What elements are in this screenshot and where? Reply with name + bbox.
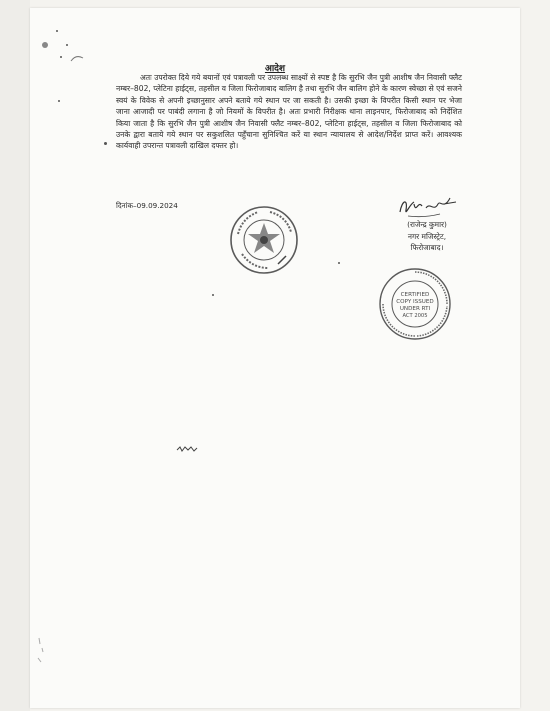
scan-speck (56, 30, 58, 32)
signer-designation: नगर मजिस्ट्रेट, (407, 231, 447, 241)
ink-mark (176, 445, 198, 453)
official-seal (228, 204, 300, 276)
handwritten-signature (394, 190, 464, 222)
order-paragraph: अतः उपरोक्त दिये गये बयानों एवं पत्रावली पर उपलब्ध साक्ष्यों से स्पष्ट है कि सुरभि जैन पुत्री आशीष जैन निवासी फ्लैट नम्बर–802, प्लेटिना हाईट्स, तहसील व जिला फिरोजाबाद बालिग है तथा सुरभि जैन बालिग होने के कारण स्वेच्छा से एवं सजने स्वयं के विवेक से अपनी इच्छानुसार अपने बताये गये स्थान पर जा सकती है। उसकी इच्छा के विपरीत किसी स्थान पर भेजा जाना आजादी पर पाबंदी लगाना है जो नियमों के विपरीत है। अतः प्रभारी निरीक्षक थाना लाइनपार, फिरोजाबाद को निर्देशित किया जाता है कि सुरभि जैन पुत्री आशीष जैन निवासी फ्लैट नम्बर–802, प्लेटिना हाईट्स, तहसील व जिला फिरोजाबाद को उनके द्वारा बताये गये स्थान पर सकुशलित पहुँचाना सुनिश्चित करें या स्थान न्यायालय से आदेश/निर्देश प्राप्त करें। आवश्यक कार्यवाही उपरान्त पत्रावली दाखिल दफ्तर हो। (116, 73, 462, 151)
scan-mark (36, 636, 50, 666)
order-heading: आदेश (264, 64, 286, 74)
rti-stamp-line-1: CERTIFIED (400, 292, 430, 298)
scan-speck (58, 100, 60, 102)
scan-speck (104, 142, 107, 145)
signer-block (387, 219, 467, 254)
scan-speck (212, 294, 214, 296)
scan-edge (0, 0, 30, 711)
rti-stamp-line-3: UNDER RTI (399, 306, 431, 312)
scan-speck (338, 262, 340, 264)
order-body (116, 72, 462, 152)
signer-name: (राजेन्द्र कुमार) (407, 220, 447, 229)
order-date: दिनांक–09.09.2024 (116, 201, 178, 210)
signer-location: फिरोजाबाद। (410, 243, 444, 252)
scan-speck (66, 44, 68, 46)
rti-stamp-line-2: COPY ISSUED (396, 299, 434, 305)
scan-speck (60, 56, 62, 58)
scan-speck (42, 42, 48, 48)
rti-stamp-line-4: ACT 2005 (402, 313, 428, 319)
rti-certified-stamp (377, 266, 453, 342)
